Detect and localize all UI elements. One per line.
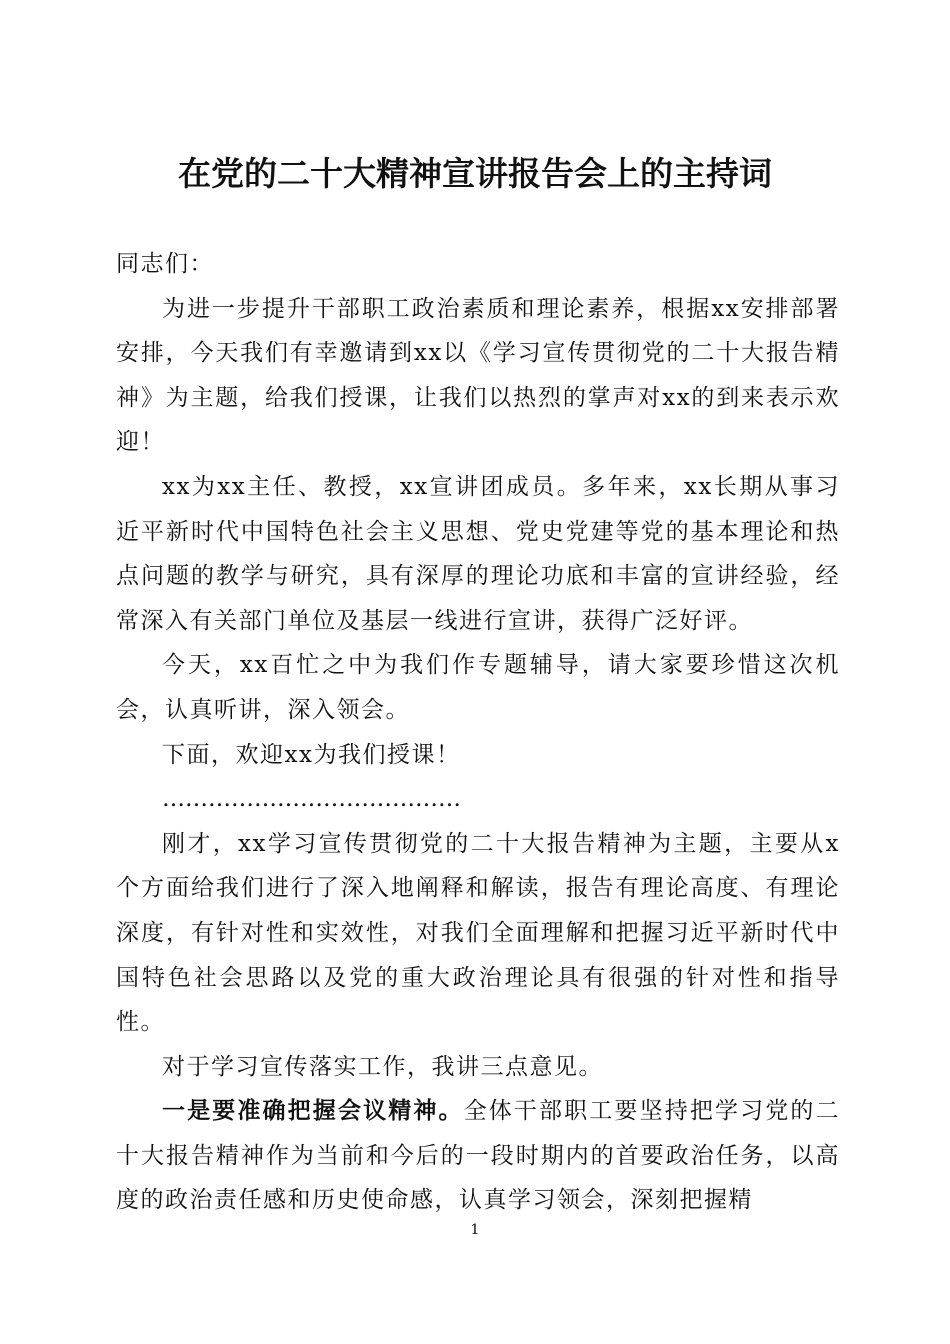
paragraph-intro: 为进一步提升干部职工政治素质和理论素养，根据xx安排部署安排，今天我们有幸邀请到xx以《学习宣传贯彻党的二十大报告精神》为主题，给我们授课，让我们以热烈的掌声对xx的到来表示欢迎！	[116, 295, 840, 456]
document-title: 在党的二十大精神宣讲报告会上的主持词	[178, 154, 772, 193]
document-body	[116, 242, 840, 1223]
paragraph-speaker-bio: xx为xx主任、教授，xx宣讲团成员。多年来，xx长期从事习近平新时代中国特色社会主义思想、党史党建等党的基本理论和热点问题的教学与研究，具有深厚的理论功底和丰富的宣讲经验，经常深入有关部门单位及基层一线进行宣讲，获得广泛好评。	[116, 473, 840, 634]
paragraph-three-points: 对于学习宣传落实工作，我讲三点意见。	[162, 1053, 603, 1080]
separator-dots	[116, 777, 840, 822]
page-number: 1	[470, 1222, 480, 1238]
paragraph-welcome: 下面，欢迎xx为我们授课！	[162, 741, 461, 768]
paragraph-summary: 刚才，xx学习宣传贯彻党的二十大报告精神为主题，主要从x个方面给我们进行了深入地阐释和解读，报告有理论高度、有理论深度，有针对性和实效性，对我们全面理解和把握习近平新时代中国特色社会思路以及党的重大政治理论具有很强的针对性和指导性。	[116, 830, 840, 1036]
paragraph-point-one	[116, 1089, 840, 1223]
point-one-heading: 一是要准确把握会议精神。	[162, 1097, 464, 1125]
salutation: 同志们：	[116, 251, 214, 277]
separator-dots-text: …………………………………	[162, 786, 461, 813]
point-one-text: 全体干部职工要坚持把学习党的二十大报告精神作为当前和今后的一段时期内的首要政治任务，以高度的政治责任感和历史使命感，认真学习领会，深刻把握精	[116, 1098, 841, 1214]
paragraph-today: 今天，xx百忙之中为我们作专题辅导，请大家要珍惜这次机会，认真听讲，深入领会。	[116, 652, 840, 723]
